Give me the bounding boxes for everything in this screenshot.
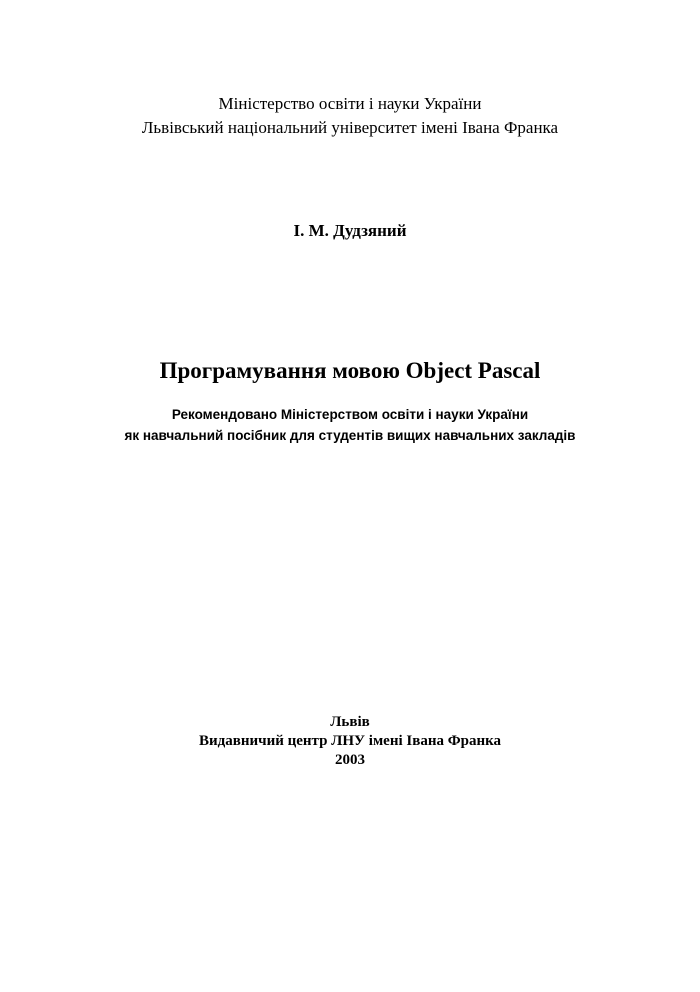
- book-title: Програмування мовою Object Pascal: [159, 358, 541, 383]
- publisher-name: Видавничий центр ЛНУ імені Івана Франка: [198, 733, 502, 749]
- publication-year: 2003: [335, 752, 365, 768]
- university-name: Львівський національний університет імені Івана Франка: [141, 118, 559, 137]
- ministry-name: Міністерство освіти і науки України: [218, 94, 482, 113]
- recommendation-line-1: Рекомендовано Міністерством освіти і науки України: [171, 407, 529, 422]
- author-name: І. М. Дудзяний: [293, 221, 407, 240]
- publication-city: Львів: [330, 714, 370, 730]
- recommendation-line-2: як навчальний посібник для студентів вищих навчальних закладів: [124, 428, 576, 443]
